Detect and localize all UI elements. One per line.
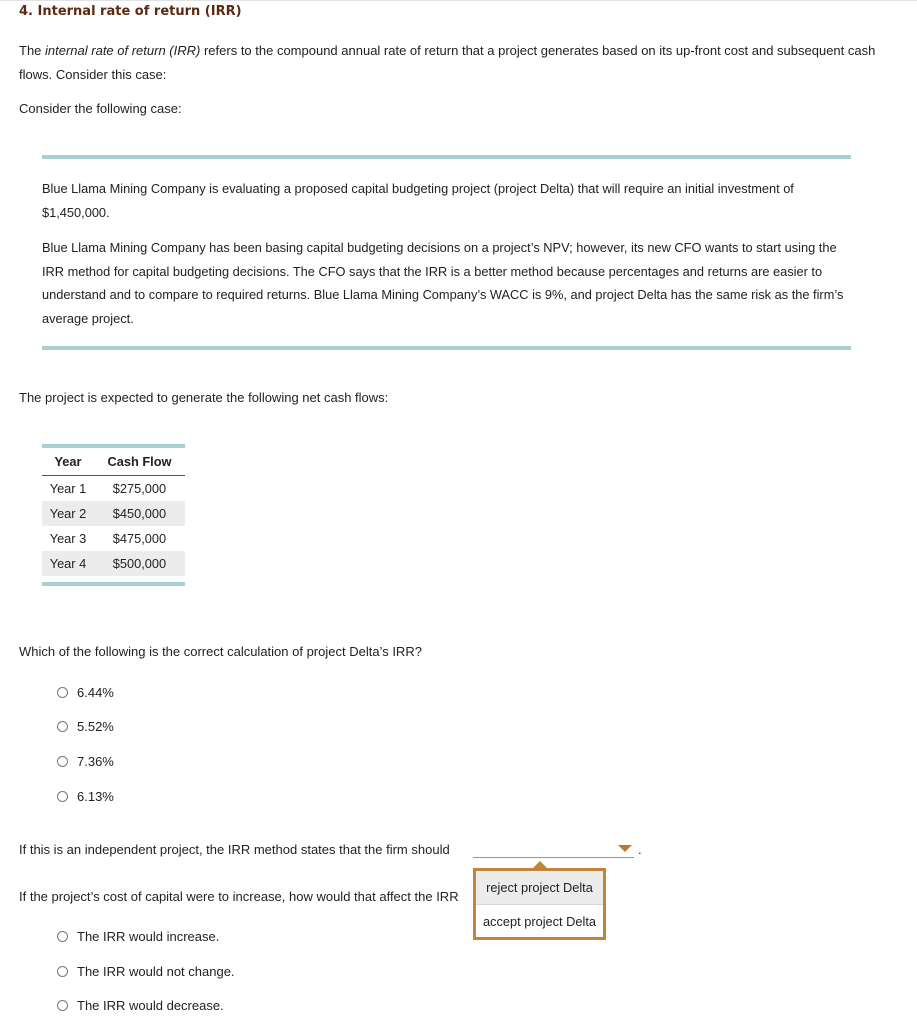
chevron-down-icon[interactable] [618, 845, 632, 852]
irr-option-3[interactable]: 7.36% [57, 752, 114, 770]
table-row: Year 3 $475,000 [49, 531, 167, 546]
radio-button[interactable] [57, 931, 68, 942]
irr-term: internal rate of return (IRR) [45, 43, 201, 58]
irr-option-4[interactable]: 6.13% [57, 787, 114, 805]
case-paragraph-2: Blue Llama Mining Company has been basing capital budgeting decisions on a project’s NPV; however, its new CFO wants to start using the IRR method for capital budgeting decisions. The CFO says that the IRR is a better method because percentages and returns are easier to understand and to compare to required returns. Blue Llama Mining Company’s WACC is 9%, and project Delta has the same risk as the firm’s average project. [42, 240, 844, 326]
case-top-rule [42, 155, 851, 159]
case-bottom-rule [42, 346, 851, 350]
irr-effect-option-1[interactable]: The IRR would increase. [57, 927, 219, 945]
table-row: Year 4 $500,000 [42, 551, 185, 576]
irr-effect-option-2[interactable]: The IRR would not change. [57, 962, 235, 980]
irr-effect-option-3[interactable]: The IRR would decrease. [57, 996, 224, 1014]
sentence-period: . [638, 842, 642, 857]
dropdown-pointer [533, 861, 547, 868]
case-paragraph-1: Blue Llama Mining Company is evaluating a proposed capital budgeting project (project Delta) that will require an initial investment of $1,450,000. [42, 181, 794, 220]
top-divider [0, 0, 917, 1]
decision-dropdown[interactable] [473, 838, 634, 858]
menu-item-accept[interactable]: accept project Delta [482, 914, 597, 929]
radio-button[interactable] [57, 687, 68, 698]
radio-button[interactable] [57, 721, 68, 732]
radio-button[interactable] [57, 966, 68, 977]
menu-item-reject[interactable]: reject project Delta [476, 871, 603, 905]
cost-of-capital-question: If the project’s cost of capital were to increase, how would that affect the IRR [19, 889, 459, 904]
radio-button[interactable] [57, 1000, 68, 1011]
table-row: Year 2 $450,000 [42, 501, 185, 526]
radio-button[interactable] [57, 791, 68, 802]
cash-flow-table [42, 444, 185, 586]
decision-dropdown-menu [473, 868, 606, 940]
table-row: Year 1 $275,000 [49, 481, 167, 496]
column-header-year: Year [42, 448, 94, 476]
column-header-cash-flow: Cash Flow [94, 448, 185, 476]
independent-project-question: If this is an independent project, the IRR method states that the firm should [19, 842, 450, 857]
cash-flow-intro: The project is expected to generate the following net cash flows: [19, 390, 389, 405]
page-title: 4. Internal rate of return (IRR) [19, 4, 242, 19]
table-bottom-bar [42, 582, 185, 586]
irr-option-1[interactable]: 6.44% [57, 683, 114, 701]
irr-option-2[interactable]: 5.52% [57, 717, 114, 735]
consider-label: Consider the following case: [19, 101, 182, 116]
intro-paragraph: The internal rate of return (IRR) refers to the compound annual rate of return that a project generates based on its up-front cost and subsequent cash flows. Consider this case: [19, 43, 876, 82]
irr-question: Which of the following is the correct calculation of project Delta’s IRR? [19, 644, 422, 659]
radio-button[interactable] [57, 756, 68, 767]
